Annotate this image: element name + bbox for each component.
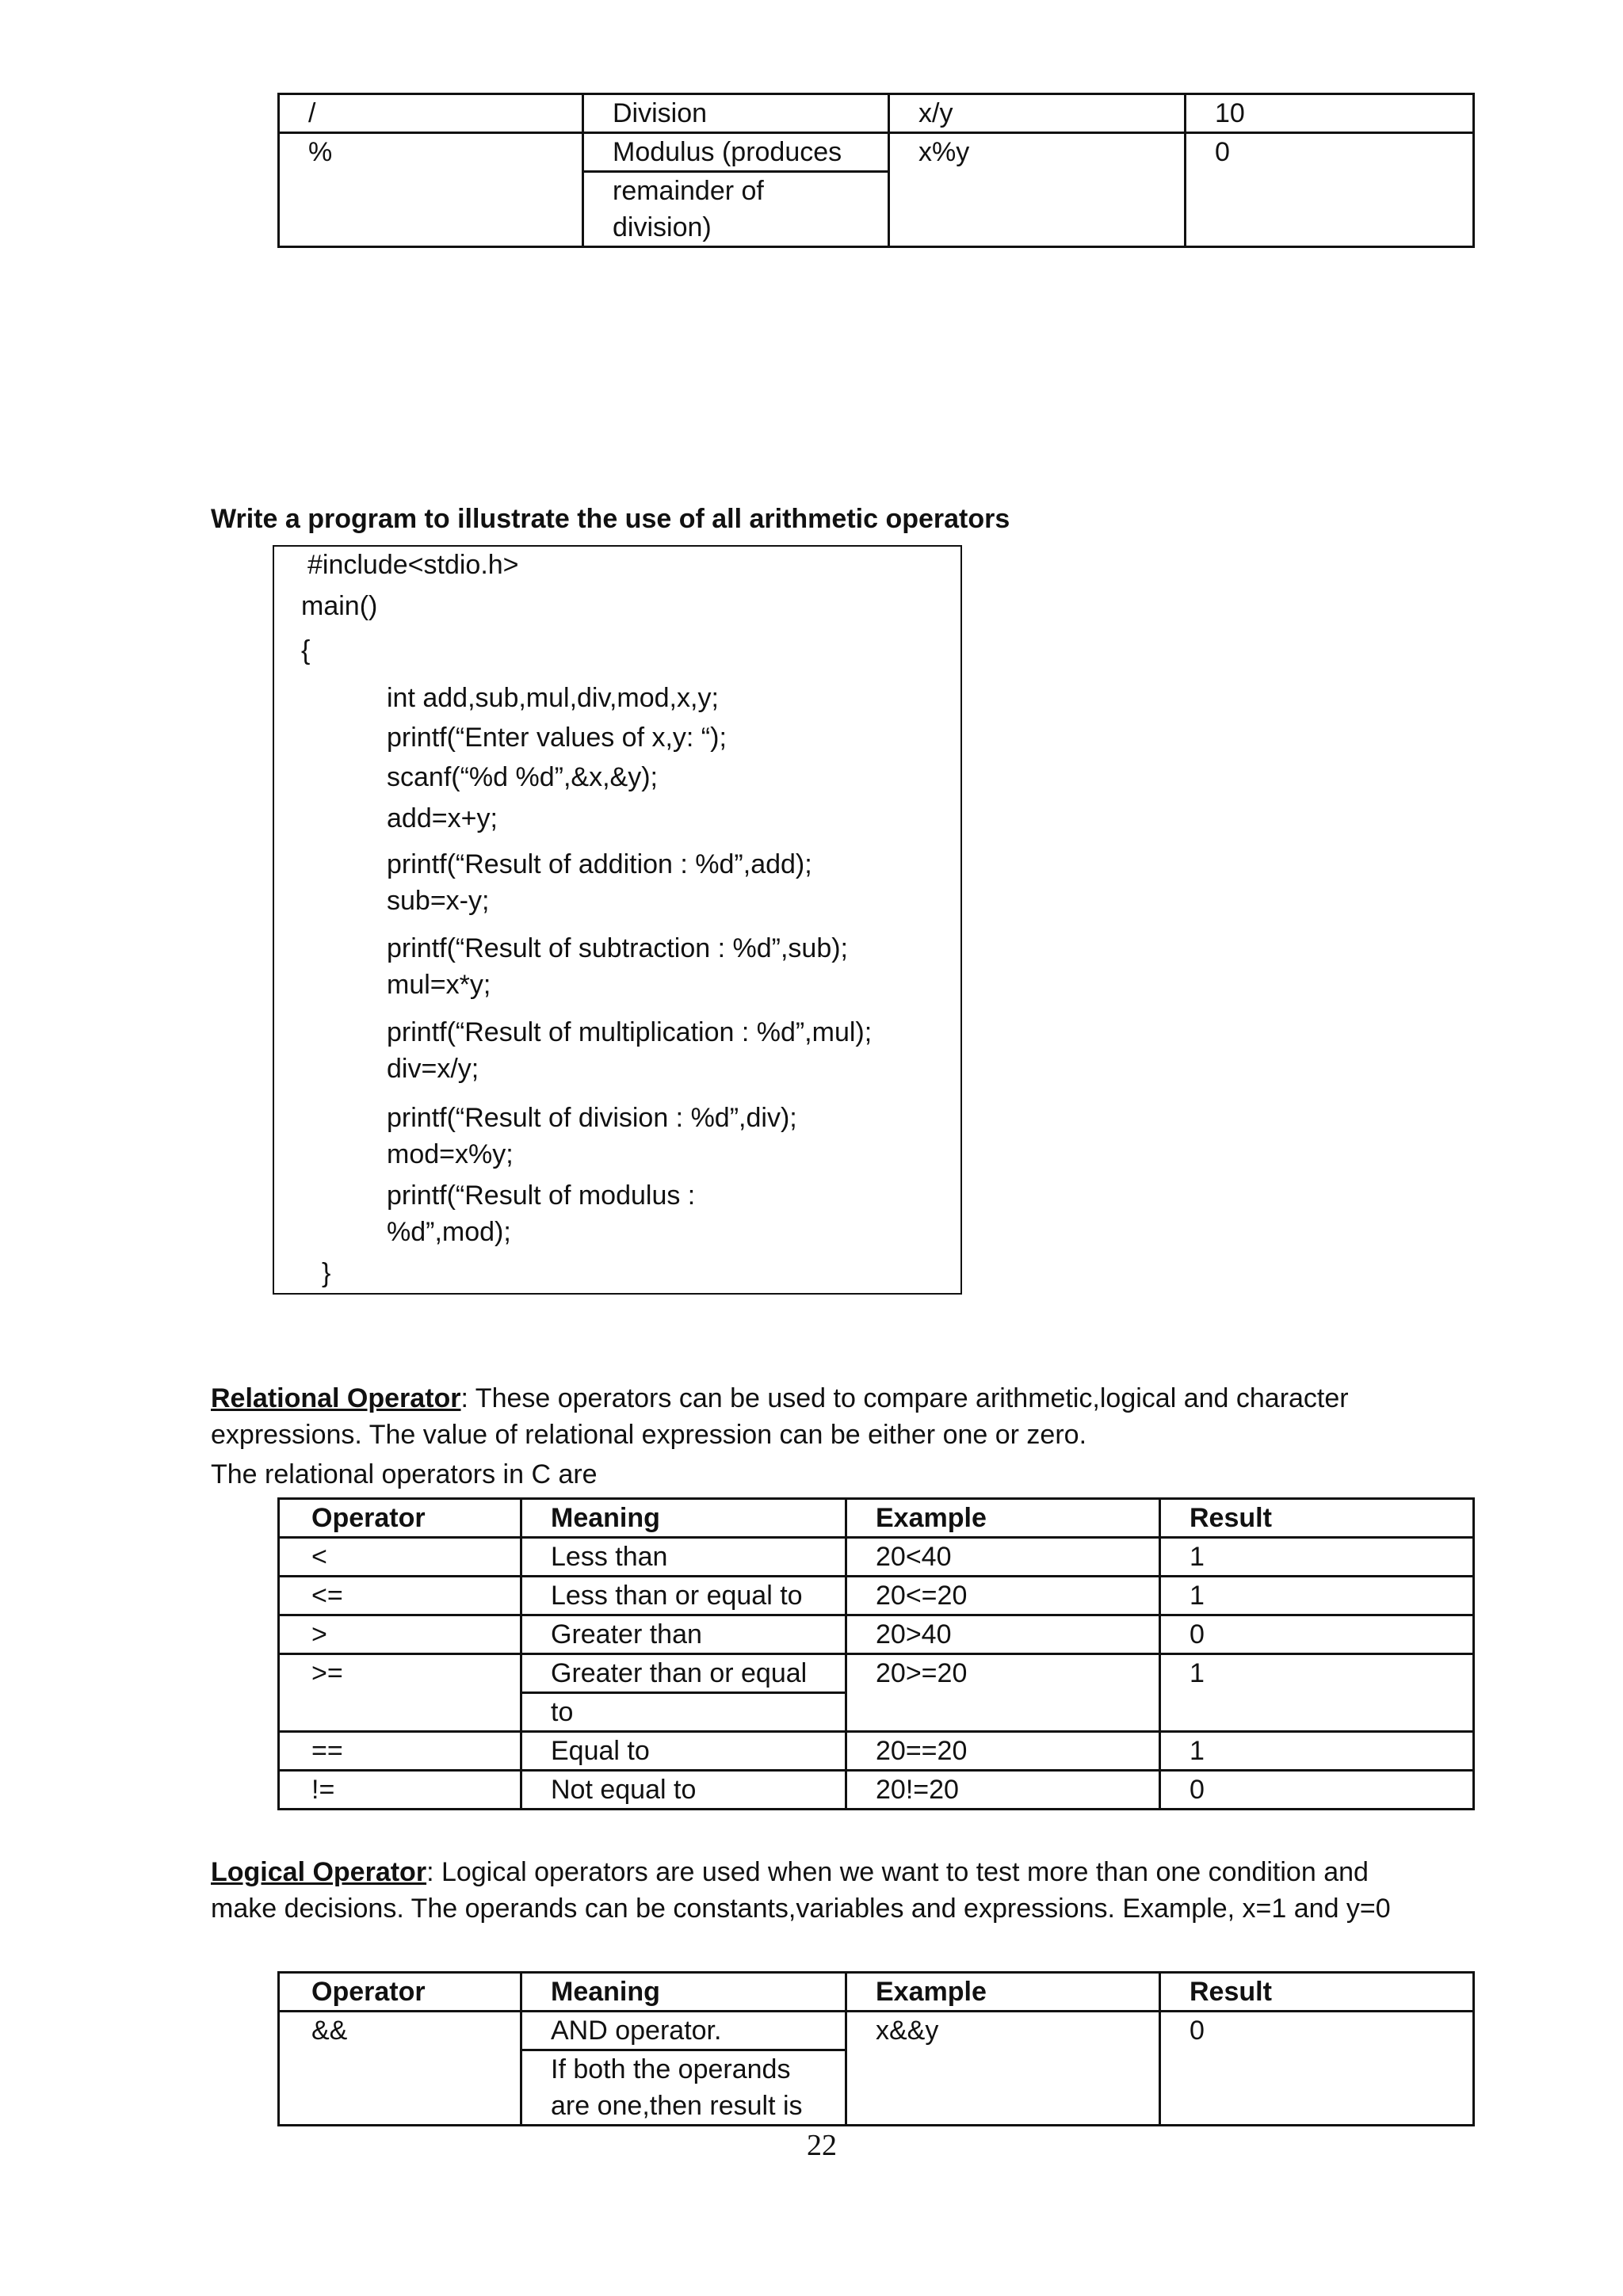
relational-term: Relational Operator xyxy=(211,1383,461,1413)
code-line: scanf(“%d %d”,&x,&y); xyxy=(387,762,658,792)
result-cell: 10 xyxy=(1186,94,1474,133)
code-line: %d”,mod); xyxy=(387,1217,511,1247)
result-cell: 1 xyxy=(1160,1538,1474,1577)
column-header: Example xyxy=(846,1499,1160,1538)
relational-desc-line2: expressions. The value of relational expression can be either one or zero. xyxy=(211,1420,1087,1450)
code-line: main() xyxy=(301,591,378,621)
meaning-line: Modulus (produces xyxy=(613,137,842,167)
result-cell: 1 xyxy=(1160,1654,1474,1732)
code-line: printf(“Result of modulus : xyxy=(387,1180,696,1211)
operator-cell: < xyxy=(279,1538,521,1577)
column-header: Meaning xyxy=(521,1499,846,1538)
code-line: printf(“Result of subtraction : %d”,sub); xyxy=(387,933,849,963)
meaning-line: are one,then result is xyxy=(551,2091,803,2121)
meaning-line: to xyxy=(522,1691,845,1730)
meaning-cell: Less than or equal to xyxy=(521,1577,846,1615)
table-row xyxy=(279,2012,1474,2126)
code-line: div=x/y; xyxy=(387,1054,479,1084)
logical-operators-table xyxy=(277,1971,1475,2126)
meaning-line: division) xyxy=(613,212,712,242)
table-row xyxy=(279,1538,1474,1577)
arithmetic-operators-table xyxy=(277,93,1475,248)
result-cell: 0 xyxy=(1160,1615,1474,1654)
operator-cell: && xyxy=(279,2012,521,2126)
meaning-line: Greater than or equal xyxy=(551,1658,808,1688)
operator-cell: % xyxy=(279,133,583,247)
example-cell: 20!=20 xyxy=(846,1771,1160,1810)
code-line: int add,sub,mul,div,mod,x,y; xyxy=(387,683,719,713)
code-line: printf(“Result of multiplication : %d”,mul); xyxy=(387,1017,873,1047)
result-cell: 0 xyxy=(1160,2012,1474,2126)
meaning-cell: Greater than xyxy=(521,1615,846,1654)
relational-intro: The relational operators in C are xyxy=(211,1459,598,1489)
meaning-cell xyxy=(583,133,889,247)
code-line: printf(“Result of addition : %d”,add); xyxy=(387,849,812,879)
example-cell: x&&y xyxy=(846,2012,1160,2126)
example-cell: 20>40 xyxy=(846,1615,1160,1654)
program-heading: Write a program to illustrate the use of all arithmetic operators xyxy=(211,504,1010,534)
meaning-cell xyxy=(521,2012,846,2126)
table-header-row xyxy=(279,1973,1474,2012)
logical-description xyxy=(211,1854,1558,1927)
example-cell: 20<40 xyxy=(846,1538,1160,1577)
code-line: mod=x%y; xyxy=(387,1139,514,1169)
example-cell: 20==20 xyxy=(846,1732,1160,1771)
operator-cell: != xyxy=(279,1771,521,1810)
logical-term: Logical Operator xyxy=(211,1857,427,1887)
code-line: printf(“Enter values of x,y: “); xyxy=(387,723,727,753)
table-row xyxy=(279,1615,1474,1654)
operator-cell: == xyxy=(279,1732,521,1771)
code-line: } xyxy=(322,1258,331,1288)
example-cell: 20<=20 xyxy=(846,1577,1160,1615)
table-row xyxy=(279,1654,1474,1732)
operator-cell: > xyxy=(279,1615,521,1654)
result-cell: 0 xyxy=(1160,1771,1474,1810)
operator-cell: >= xyxy=(279,1654,521,1732)
meaning-line: remainder of xyxy=(584,170,888,209)
meaning-cell: Less than xyxy=(521,1538,846,1577)
table-row xyxy=(279,94,1474,133)
code-line: { xyxy=(301,635,311,666)
column-header: Meaning xyxy=(521,1973,846,2012)
result-cell: 1 xyxy=(1160,1732,1474,1771)
relational-desc-line1: : These operators can be used to compare arithmetic,logical and character xyxy=(460,1383,1349,1413)
table-row xyxy=(279,1577,1474,1615)
example-cell: 20>=20 xyxy=(846,1654,1160,1732)
column-header: Result xyxy=(1160,1973,1474,2012)
result-cell: 0 xyxy=(1186,133,1474,247)
example-cell: x%y xyxy=(889,133,1186,247)
table-header-row xyxy=(279,1499,1474,1538)
meaning-cell: Not equal to xyxy=(521,1771,846,1810)
relational-description xyxy=(211,1380,1510,1453)
code-line: printf(“Result of division : %d”,div); xyxy=(387,1103,797,1133)
table-row xyxy=(279,1771,1474,1810)
column-header: Example xyxy=(846,1973,1160,2012)
code-line: mul=x*y; xyxy=(387,970,491,1000)
result-cell: 1 xyxy=(1160,1577,1474,1615)
code-line: #include<stdio.h> xyxy=(307,550,519,580)
meaning-cell: Division xyxy=(583,94,889,133)
code-line: add=x+y; xyxy=(387,803,498,833)
column-header: Operator xyxy=(279,1973,521,2012)
meaning-line: If both the operands xyxy=(522,2049,845,2088)
column-header: Result xyxy=(1160,1499,1474,1538)
table-row xyxy=(279,133,1474,247)
example-cell: x/y xyxy=(889,94,1186,133)
column-header: Operator xyxy=(279,1499,521,1538)
meaning-line: AND operator. xyxy=(551,2016,722,2046)
operator-cell: / xyxy=(279,94,583,133)
logical-desc-line1: : Logical operators are used when we want to test more than one condition and xyxy=(426,1857,1369,1887)
logical-desc-line2: make decisions. The operands can be constants,variables and expressions. Example, x=1 and y=0 xyxy=(211,1894,1391,1924)
meaning-cell: Equal to xyxy=(521,1732,846,1771)
table-row xyxy=(279,1732,1474,1771)
relational-operators-table xyxy=(277,1497,1475,1810)
meaning-cell xyxy=(521,1654,846,1732)
page-number: 22 xyxy=(807,2129,837,2162)
operator-cell: <= xyxy=(279,1577,521,1615)
code-line: sub=x-y; xyxy=(387,886,490,916)
